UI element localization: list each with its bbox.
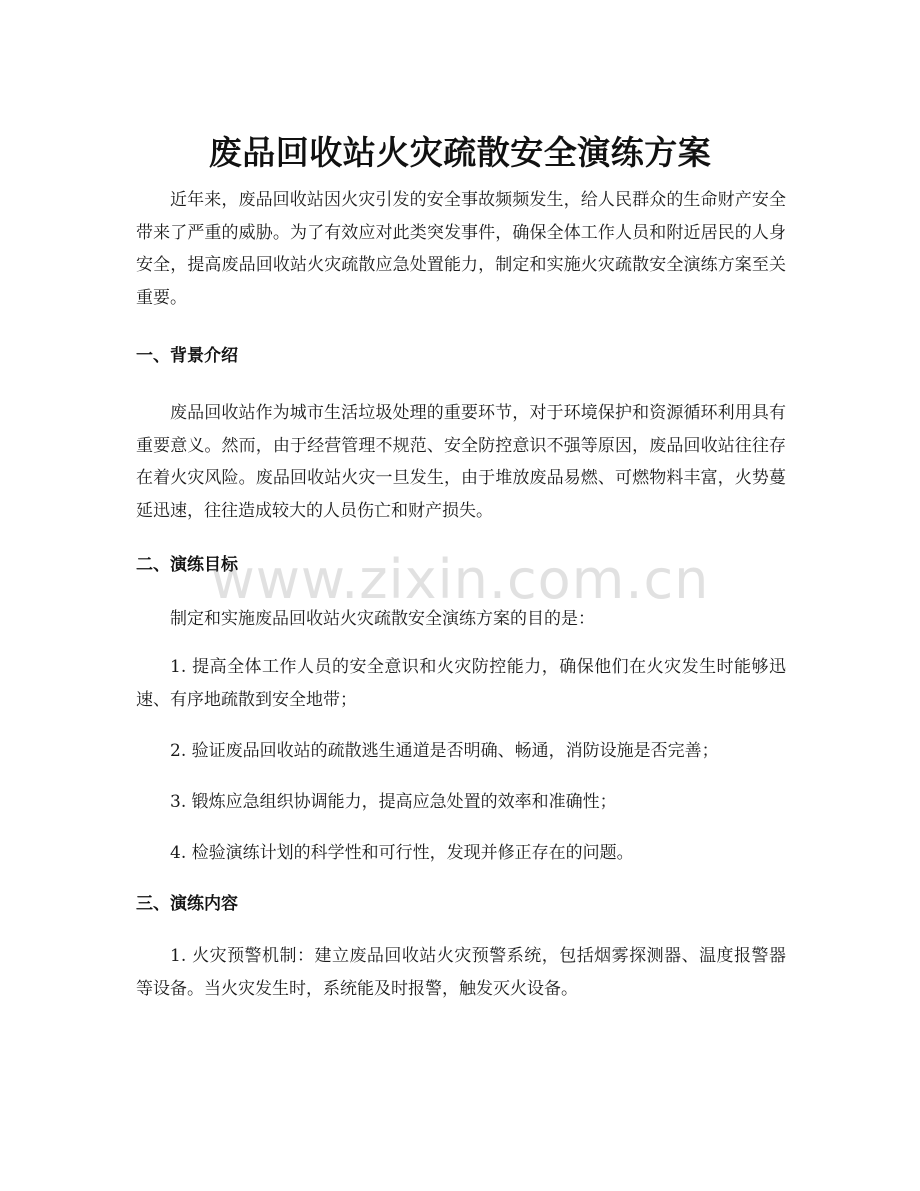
section-heading-content: 三、演练内容 <box>136 894 238 914</box>
intro-paragraph: 近年来，废品回收站因火灾引发的安全事故频频发生，给人民群众的生命财产安全带来了严重的威胁。为了有效应对此类突发事件，确保全体工作人员和附近居民的人身安全，提高废品回收站火灾疏散应急处置能力，制定和实施火灾疏散安全演练方案至关重要。 <box>136 190 786 308</box>
section-heading-goals: 二、演练目标 <box>136 555 238 575</box>
goal-item-1: 1. 提高全体工作人员的安全意识和火灾防控能力，确保他们在火灾发生时能够迅速、有序地疏散到安全地带； <box>136 657 786 710</box>
watermark: www.zixin.com.cn <box>210 548 710 611</box>
goal-item-2: 2. 验证废品回收站的疏散逃生通道是否明确、畅通，消防设施是否完善； <box>170 741 719 761</box>
content-item-1: 1. 火灾预警机制：建立废品回收站火灾预警系统，包括烟雾探测器、温度报警器等设备。当火灾发生时，系统能及时报警，触发灭火设备。 <box>136 946 786 999</box>
goal-item-3: 3. 锻炼应急组织协调能力，提高应急处置的效率和准确性； <box>170 792 617 812</box>
document-title: 废品回收站火灾疏散安全演练方案 <box>208 133 712 173</box>
background-paragraph: 废品回收站作为城市生活垃圾处理的重要环节，对于环境保护和资源循环利用具有重要意义。然而，由于经营管理不规范、安全防控意识不强等原因，废品回收站往往存在着火灾风险。废品回收站火灾一旦发生，由于堆放废品易燃、可燃物料丰富，火势蔓延迅速，往往造成较大的人员伤亡和财产损失。 <box>136 403 786 521</box>
section-heading-background: 一、背景介绍 <box>136 346 238 366</box>
goals-intro-paragraph: 制定和实施废品回收站火灾疏散安全演练方案的目的是： <box>170 609 595 629</box>
goal-item-4: 4. 检验演练计划的科学性和可行性，发现并修正存在的问题。 <box>170 843 634 863</box>
